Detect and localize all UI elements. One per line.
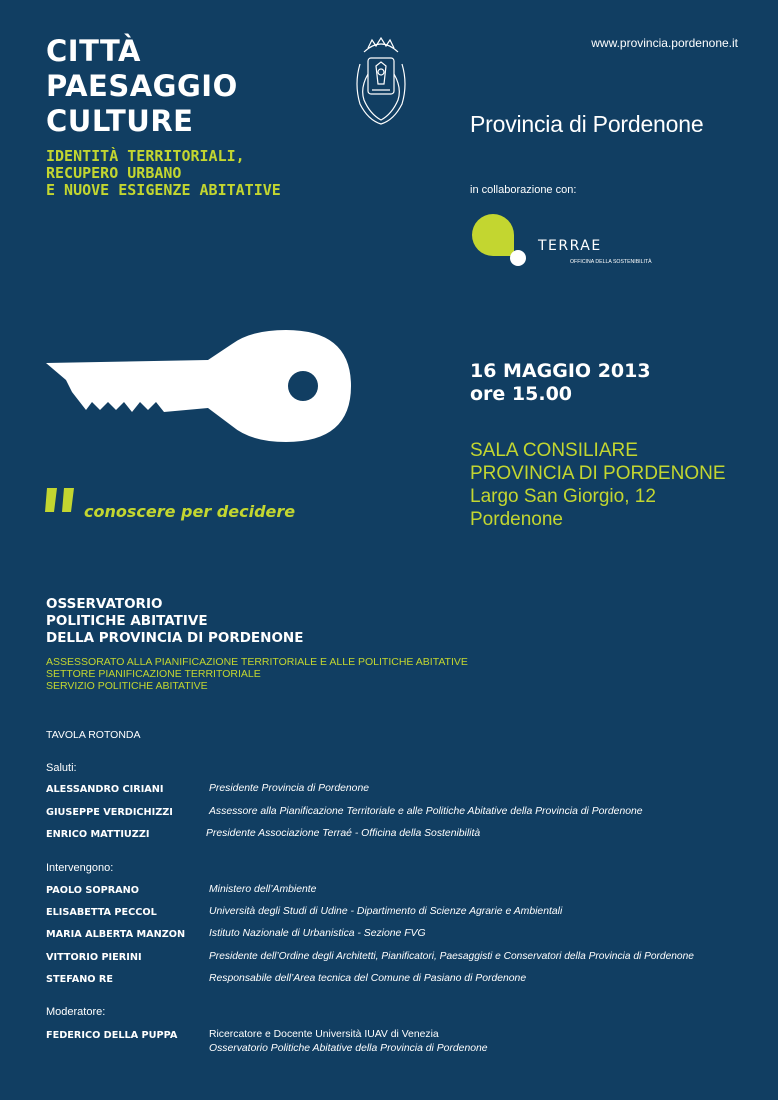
title-line: PAESAGGIO <box>46 69 238 103</box>
speaker-role: Responsabile dell’Area tecnica del Comune di Pasiano di Pordenone <box>209 973 527 984</box>
key-icon <box>46 330 356 442</box>
venue-line: Pordenone <box>470 509 563 530</box>
subtitle-line: IDENTITÀ TERRITORIALI, <box>46 147 245 165</box>
speaker-name: ENRICO MATTIUZZI <box>46 829 150 840</box>
speaker-role: Università degli Studi di Udine - Dipartimento di Scienze Agrarie e Ambientali <box>209 906 563 917</box>
observatory-title-line: POLITICHE ABITATIVE <box>46 613 208 629</box>
department-line: SETTORE PIANIFICAZIONE TERRITORIALE <box>46 668 261 680</box>
collaboration-label: in collaborazione con: <box>470 184 577 196</box>
intervengono-label: Intervengono: <box>46 862 114 874</box>
event-date: 16 MAGGIO 2013 <box>470 360 651 382</box>
speaker-name: ALESSANDRO CIRIANI <box>46 784 164 795</box>
moderator-name: FEDERICO DELLA PUPPA <box>46 1030 178 1041</box>
subtitle-line: E NUOVE ESIGENZE ABITATIVE <box>46 181 281 199</box>
speaker-name: STEFANO RE <box>46 974 113 985</box>
moderator-role: Ricercatore e Docente Università IUAV di Venezia <box>209 1029 439 1040</box>
observatory-title-line: DELLA PROVINCIA DI PORDENONE <box>46 630 304 646</box>
observatory-title-line: OSSERVATORIO <box>46 596 163 612</box>
speaker-role: Presidente Associazione Terraé - Officina della Sostenibilità <box>206 828 481 839</box>
event-subtitle <box>46 148 281 199</box>
terrae-tagline: OFFICINA DELLA SOSTENIBILITÀ <box>570 259 652 265</box>
subtitle-line: RECUPERO URBANO <box>46 164 182 182</box>
observatory-departments <box>46 656 468 692</box>
terrae-logo <box>470 212 670 268</box>
terrae-logo-dot <box>510 250 526 266</box>
terrae-logo-wordmark: TERRAE <box>538 238 602 254</box>
speaker-name: MARIA ALBERTA MANZON <box>46 929 186 940</box>
speaker-role: Presidente Provincia di Pordenone <box>209 783 369 794</box>
venue-line: PROVINCIA DI PORDENONE <box>470 463 726 484</box>
event-time: ore 15.00 <box>470 383 573 405</box>
event-venue <box>470 439 726 531</box>
observatory-title <box>46 596 303 647</box>
venue-line: Largo San Giorgio, 12 <box>470 486 656 507</box>
speaker-name: VITTORIO PIERINI <box>46 952 142 963</box>
title-line: CITTÀ <box>46 34 141 68</box>
motto: conoscere per decidere <box>84 502 296 521</box>
province-crest-icon <box>350 34 412 126</box>
speaker-role: Istituto Nazionale di Urbanistica - Sezione FVG <box>209 928 426 939</box>
department-line: ASSESSORATO ALLA PIANIFICAZIONE TERRITORIALE E ALLE POLITICHE ABITATIVE <box>46 656 468 668</box>
province-name: Provincia di Pordenone <box>470 111 704 137</box>
department-line: SERVIZIO POLITICHE ABITATIVE <box>46 680 208 692</box>
speaker-name: PAOLO SOPRANO <box>46 885 139 896</box>
moderator-affiliation: Osservatorio Politiche Abitative della Provincia di Pordenone <box>209 1043 488 1054</box>
moderatore-label: Moderatore: <box>46 1006 106 1018</box>
event-title <box>46 34 238 139</box>
title-line: CULTURE <box>46 104 194 138</box>
tavola-rotonda-label: TAVOLA ROTONDA <box>46 729 141 741</box>
website-url: www.provincia.pordenone.it <box>591 36 738 50</box>
quote-mark-icon <box>44 486 78 514</box>
speaker-name: GIUSEPPE VERDICHIZZI <box>46 807 173 818</box>
speaker-name: ELISABETTA PECCOL <box>46 907 157 918</box>
speaker-role: Assessore alla Pianificazione Territoriale e alle Politiche Abitative della Provincia di Pordenone <box>209 806 643 817</box>
speaker-role: Ministero dell’Ambiente <box>209 884 317 895</box>
speaker-role: Presidente dell’Ordine degli Architetti, Pianificatori, Paesaggisti e Conservatori della Provincia di Pordenone <box>209 951 694 962</box>
venue-line: SALA CONSILIARE <box>470 440 638 461</box>
event-datetime <box>470 360 651 406</box>
saluti-label: Saluti: <box>46 762 77 774</box>
terrae-logo-leaf <box>472 214 514 256</box>
